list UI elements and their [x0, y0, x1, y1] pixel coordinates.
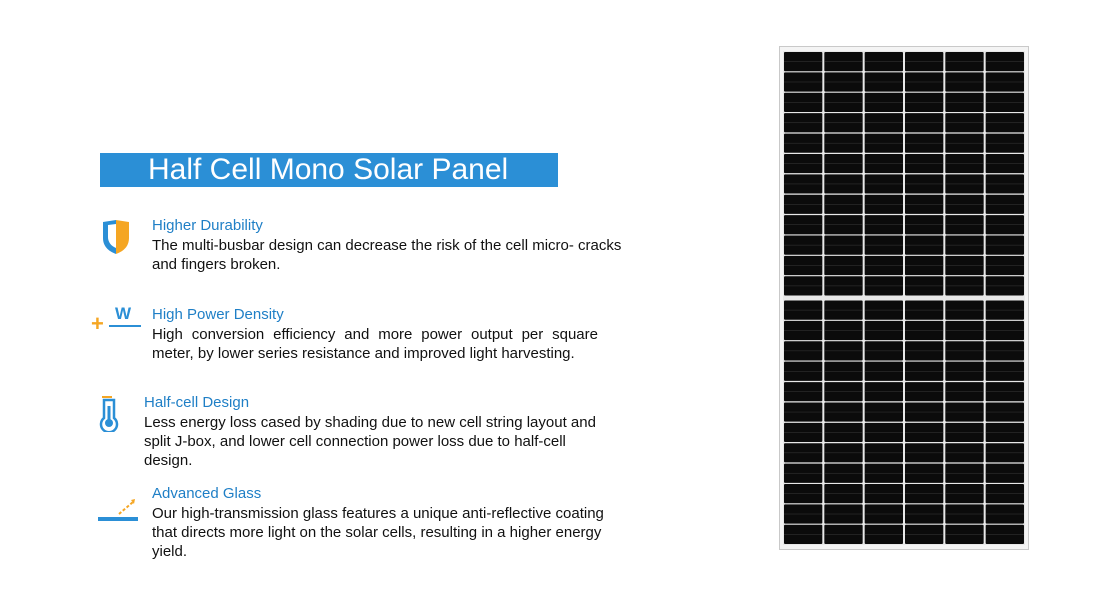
glass-reflection-icon [97, 496, 139, 524]
page-title-banner [100, 153, 558, 187]
feature-description: High conversion efficiency and more power output per square meter, by lower series resistance and improved light harvesting. [152, 326, 598, 362]
shield-icon [101, 220, 131, 254]
page-title: Half Cell Mono Solar Panel [148, 153, 509, 186]
feature-higher-durability [152, 217, 638, 274]
feature-title: Advanced Glass [152, 485, 262, 502]
feature-title: Higher Durability [152, 217, 263, 234]
watt-underline [109, 325, 141, 327]
thermometer-icon [99, 396, 121, 432]
solar-panel-image [783, 51, 1025, 545]
feature-description: Our high-transmission glass features a unique anti-reflective coating that directs more light on the solar cells, resulting in a higher energy yield. [152, 505, 604, 560]
feature-title: Half-cell Design [144, 394, 250, 411]
feature-advanced-glass [152, 485, 630, 561]
feature-title: High Power Density [152, 306, 284, 323]
plus-watt-icon [91, 305, 143, 335]
feature-high-power-density [152, 306, 598, 363]
plus-glyph: + [91, 311, 104, 336]
feature-description: Less energy loss cased by shading due to new cell string layout and split J-box, and lower cell connection power loss due to half-cell design. [144, 414, 596, 469]
feature-half-cell-design [144, 394, 610, 470]
watt-letter: W [115, 304, 132, 323]
feature-description: The multi-busbar design can decrease the risk of the cell micro- cracks and fingers broken. [152, 237, 622, 273]
